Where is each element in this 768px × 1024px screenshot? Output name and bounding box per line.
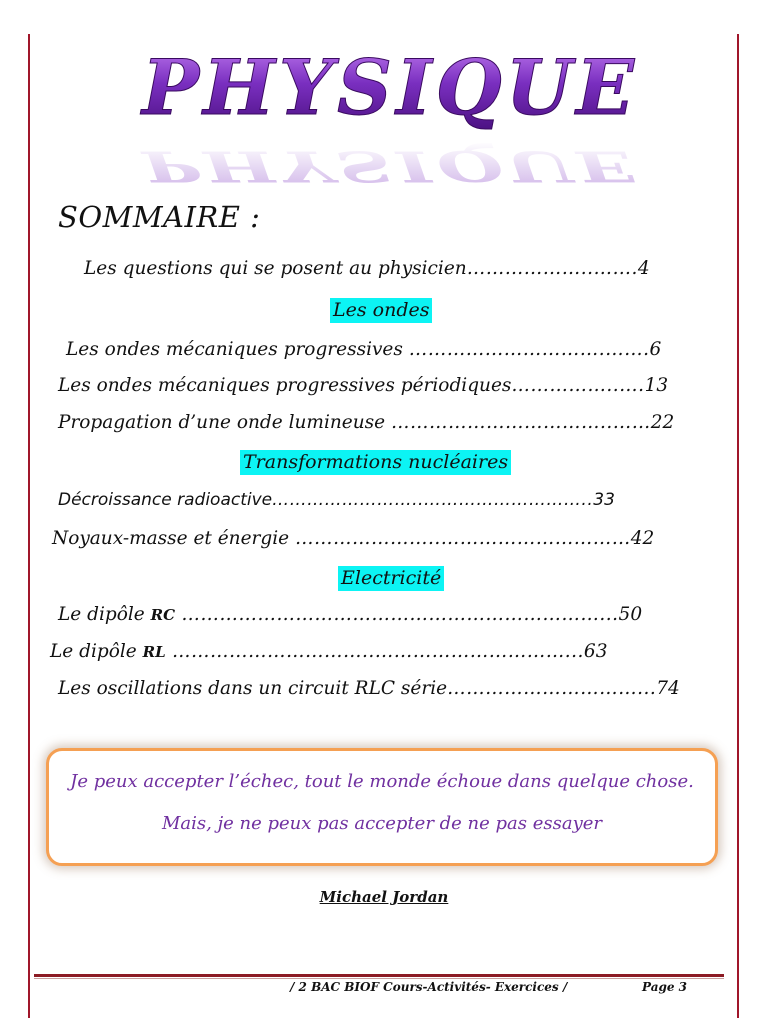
toc-entry-title: Les ondes mécaniques progressives bbox=[66, 339, 409, 360]
quote-line-1: Je peux accepter l’échec, tout le monde échoue dans quelque chose. bbox=[70, 771, 694, 792]
toc-entry-dots: ………………..……. bbox=[466, 258, 638, 279]
toc-entry-page: 42 bbox=[630, 528, 655, 549]
toc-entry[interactable] bbox=[58, 604, 642, 625]
toc-entry[interactable] bbox=[58, 375, 668, 396]
quote-line-2: Mais, je ne peux pas accepter de ne pas essayer bbox=[161, 813, 602, 834]
section-title-ondes: Les ondes bbox=[330, 298, 432, 323]
toc-entry-page: 50 bbox=[618, 604, 643, 625]
toc-entry-title: Décroissance radioactive bbox=[58, 490, 273, 510]
toc-entry[interactable] bbox=[84, 258, 650, 279]
quote-author bbox=[0, 888, 768, 906]
page-title bbox=[100, 43, 680, 191]
toc-entry[interactable] bbox=[52, 528, 654, 549]
toc-entry-dots: …………………..………………………… bbox=[294, 528, 631, 549]
toc-entry-dots: ………………………….……. bbox=[408, 339, 650, 360]
section-title-nucleaire: Transformations nucléaires bbox=[240, 450, 511, 475]
toc-entry-title: Les oscillations dans un circuit RLC série bbox=[58, 678, 448, 699]
toc-entry[interactable] bbox=[58, 678, 680, 699]
toc-entry-page: 6 bbox=[649, 339, 662, 360]
toc-entry-dots: …………………………………………………………... bbox=[175, 604, 619, 625]
title-text: PHYSIQUE bbox=[141, 43, 639, 132]
toc-entry-page: 63 bbox=[583, 641, 608, 662]
toc-entry-dots: ……………………..……………………….. bbox=[272, 490, 594, 510]
footer-rule-thin bbox=[34, 978, 724, 979]
toc-entry-title: Les ondes mécaniques progressives périodiques bbox=[58, 375, 512, 396]
right-margin-line bbox=[737, 34, 739, 1018]
toc-entry-dots: …………………………... bbox=[447, 678, 657, 699]
footer-page-number: Page 3 bbox=[642, 980, 688, 994]
section-title-electricite: Electricité bbox=[338, 566, 444, 591]
title-reflection: PHYSIQUE bbox=[141, 141, 639, 191]
toc-entry-subscript: RL bbox=[142, 643, 166, 661]
toc-entry-title: Noyaux-masse et énergie bbox=[52, 528, 295, 549]
toc-entry[interactable] bbox=[66, 339, 661, 360]
toc-entry-title: Les questions qui se posent au physicien bbox=[84, 258, 467, 279]
footer-rule bbox=[34, 974, 724, 977]
toc-entry-dots: ……………………………..…… bbox=[390, 412, 651, 433]
left-margin-line bbox=[28, 34, 30, 1018]
toc-entry[interactable] bbox=[50, 641, 607, 662]
toc-entry-title: Le dipôle bbox=[58, 604, 151, 625]
toc-entry-page: 4 bbox=[637, 258, 650, 279]
toc-entry-page: 22 bbox=[650, 412, 675, 433]
toc-entry[interactable] bbox=[58, 490, 615, 510]
toc-entry[interactable] bbox=[58, 412, 674, 433]
toc-entry-dots: …………………………..…………………………... bbox=[165, 641, 584, 662]
toc-entry-subscript: RC bbox=[150, 606, 176, 624]
toc-entry-title: Propagation d’une onde lumineuse bbox=[58, 412, 391, 433]
toc-entry-page: 33 bbox=[593, 490, 615, 510]
quote-box bbox=[46, 748, 718, 866]
footer-course-label: / 2 BAC BIOF Cours-Activités- Exercices / bbox=[290, 980, 568, 994]
toc-entry-dots: ……………..…. bbox=[511, 375, 645, 396]
toc-entry-title: Le dipôle bbox=[50, 641, 143, 662]
sommaire-heading: SOMMAIRE : bbox=[58, 200, 261, 234]
toc-entry-page: 13 bbox=[644, 375, 669, 396]
quote-author-name: Michael Jordan bbox=[319, 888, 449, 906]
toc-entry-page: 74 bbox=[656, 678, 680, 699]
